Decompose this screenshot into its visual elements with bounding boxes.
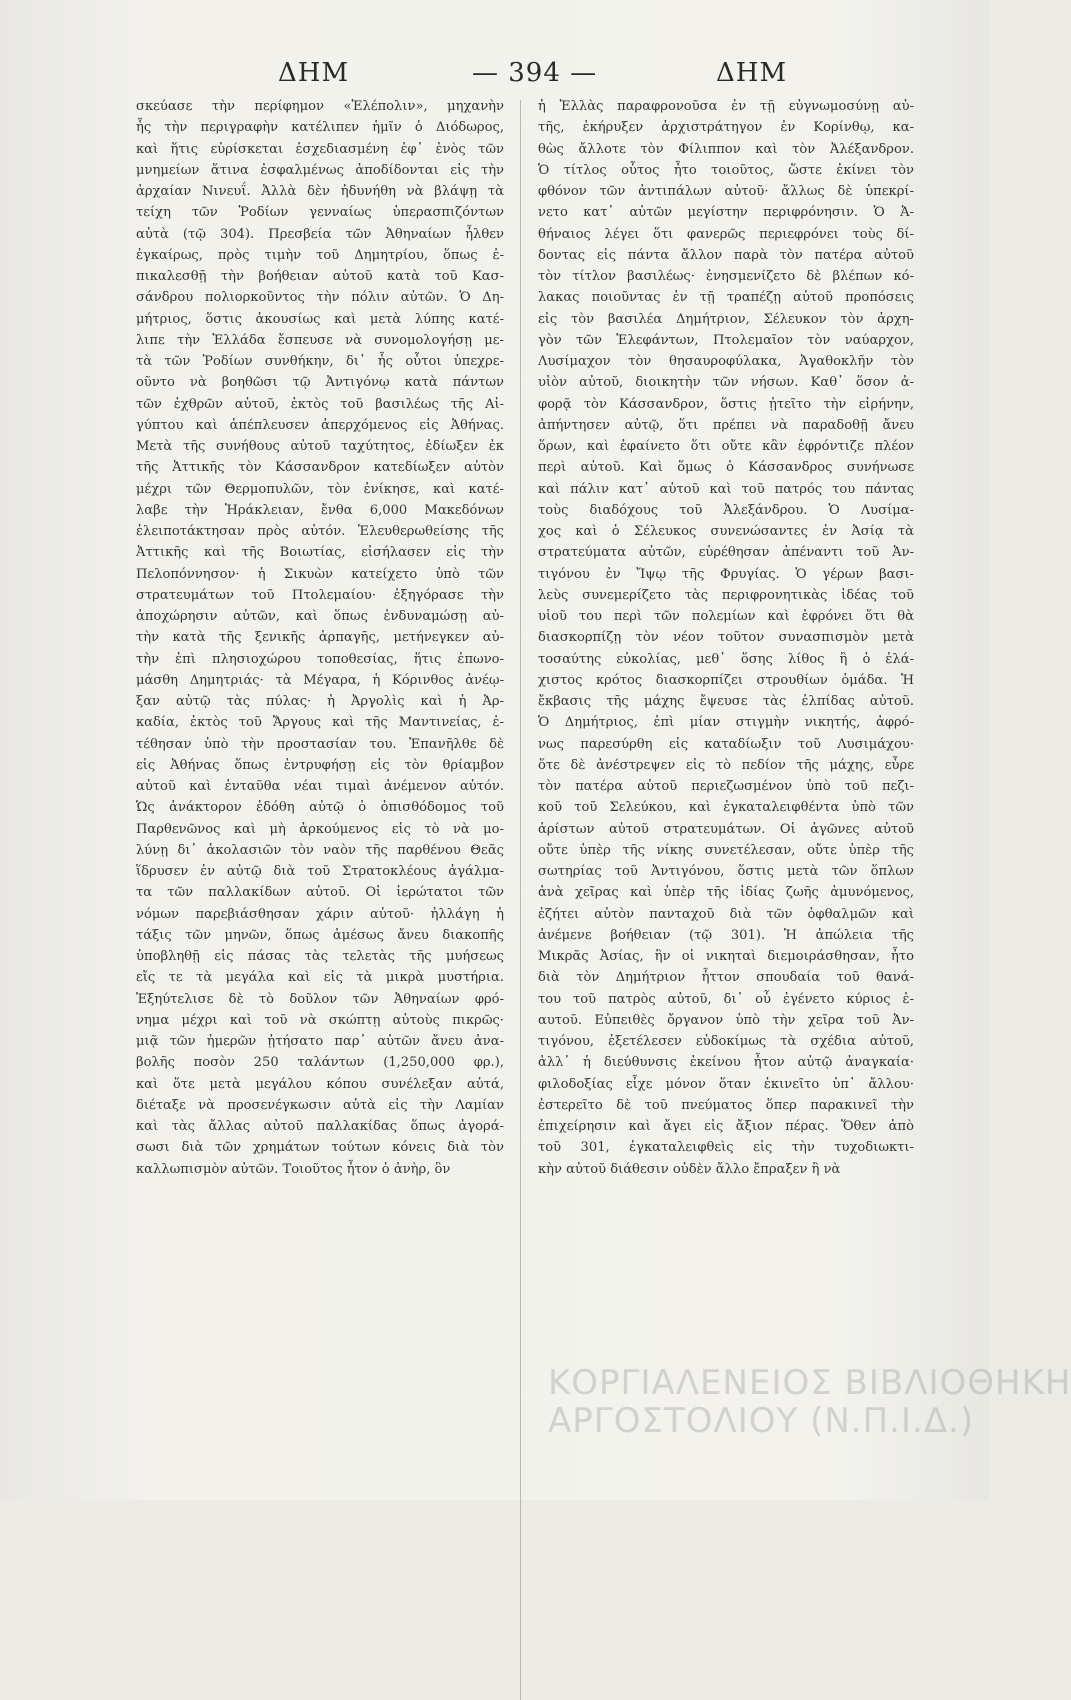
text-line: ἀνέμενε βοήθειαν (τῷ 301). Ἡ ἀπώλεια τῆς <box>538 927 914 943</box>
text-line: σωσι διὰ τῶν χρημάτων τούτων κόνεις διὰ τὸν <box>136 1140 504 1156</box>
text-line: νως παρεσύρθη εἰς καταδίωξιν τοῦ Λυσιμάχου· <box>538 736 914 752</box>
text-line: τῆς Ἀττικῆς τὸν Κάσσανδρον κατεδίωξεν αὐτὸν <box>136 460 504 476</box>
text-line: λιπε τὴν Ἑλλάδα ἔσπευσε νὰ συνομολογήσῃ με- <box>136 332 504 348</box>
text-line: πικαλεσθῇ τὴν βοήθειαν αὐτοῦ κατὰ τοῦ Κασ- <box>136 269 504 284</box>
text-line: καὶ ἥτις εὑρίσκεται ἐσχεδιασμένη ἐφ᾽ ἑνὸς τῶν <box>136 141 504 157</box>
text-line: ἐζήτει αὐτὸν πανταχοῦ διὰ τῶν ὀφθαλμῶν καὶ <box>538 906 914 922</box>
text-line: του τοῦ πατρὸς αὐτοῦ, δι᾽ οὗ ἐγένετο κύριος ἑ- <box>538 991 914 1007</box>
running-head-left: ΔΗΜ <box>278 58 350 88</box>
text-line: τοῦ 301, ἐγκαταλειφθεὶς εἰς τὴν τυχοδιωκτι- <box>538 1140 914 1156</box>
text-line: ἧς τὴν περιγραφὴν κατέλιπεν ἡμῖν ὁ Διόδωρος, <box>136 120 504 136</box>
text-line: περὶ αὐτοῦ. Καὶ ὅμως ὁ Κάσσανδρος συνήνωσε <box>538 460 914 476</box>
text-line: καὶ πάλιν κατ᾽ αὐτοῦ καὶ τοῦ πατρός του πάντας <box>538 481 914 497</box>
text-line: καλλωπισμὸν αὐτῶν. Τοιοῦτος ἦτον ὁ ἀνὴρ, ὃν <box>136 1161 451 1177</box>
text-line: τιγόνου, ἐξετέλεσεν εὐδοκίμως τὰ σχέδια αὐτοῦ, <box>538 1034 914 1049</box>
text-line: ξαν αὐτῷ τὰς πύλας· ἡ Ἀργολὶς καὶ ἡ Ἀρ- <box>136 694 504 709</box>
text-line: τὴν κατὰ τῆς ξενικῆς ἁρπαγῆς, μετήνεγκεν αὐ- <box>136 630 504 646</box>
text-line: εἰς Ἀθήνας ὅπως ἐντρυφήσῃ εἰς τὸν θρίαμβον <box>136 757 504 773</box>
text-line: Παρθενῶνος καὶ μὴ ἀρκούμενος εἰς τὸ νὰ μο- <box>136 821 504 837</box>
text-line: τιγόνου ἐν Ἴψῳ τῆς Φρυγίας. Ὁ γέρων βασι- <box>538 566 914 582</box>
page-header <box>130 58 930 98</box>
page-number: — 394 — <box>472 58 598 88</box>
text-line: διασκορπίζῃ τὸν νέον τοῦτον συνασπισμὸν μετὰ <box>538 630 914 646</box>
text-line: μάσθη Δημητριάς· τὰ Μέγαρα, ἡ Κόρινθος ἀνέῳ- <box>136 672 504 688</box>
text-line: τοὺς διαδόχους τοῦ Ἀλεξάνδρου. Ὁ Λυσίμα- <box>538 502 914 518</box>
text-line: εἴς τε τὰ μεγάλα καὶ εἰς τὰ μικρὰ μυστήρια. <box>136 970 504 986</box>
text-line: νόμων παρεβιάσθησαν χάριν αὐτοῦ· ἠλλάγη ἡ <box>136 906 504 922</box>
text-line: λεὺς συνεμερίζετο τὰς περιφρονητικὰς ἰδέας τοῦ <box>538 587 914 603</box>
text-line: θὼς ἄλλοτε τὸν Φίλιππον καὶ τὸν Ἀλέξανδρον. <box>538 141 914 157</box>
column-divider <box>520 100 521 1700</box>
watermark-line-2: ΑΡΓΟΣΤΟΛΙΟΥ (Ν.Π.Ι.Δ.) <box>548 1401 975 1441</box>
text-line: σάνδρου πολιορκοῦντος τὴν πόλιν αὐτῶν. Ὁ Δη- <box>136 290 504 306</box>
text-line: ἐστερεῖτο δὲ τοῦ πνεύματος ὅπερ παρακινεῖ τὴν <box>538 1097 914 1113</box>
text-line: λύνῃ δι᾽ ἀκολασιῶν τὸν ναὸν τῆς παρθένου Θεᾶς <box>136 842 504 858</box>
text-line: τέθησαν ὑπὸ τὴν προστασίαν του. Ἐπανῆλθε δὲ <box>136 736 504 752</box>
text-line: ἀλλ᾽ ἡ διεύθυνσις ἐκείνου ἦτον αὐτῷ ἀναγκαία· <box>538 1055 914 1071</box>
text-line: υἱοῦ του περὶ τῶν πολεμίων καὶ ἐφρόνει ὅτι θὰ <box>538 609 914 624</box>
text-line: βολῆς ποσὸν 250 ταλάντων (1,250,000 φρ.), <box>136 1055 504 1071</box>
text-line: ἐγκαίρως, πρὸς τιμὴν τοῦ Δημητρίου, ὅπως ἐ- <box>136 247 504 263</box>
text-line: Μικρᾶς Ἀσίας, ἣν οἱ νικηταὶ διεμοιράσθησαν, ἦτο <box>538 949 914 964</box>
text-line: Ὁ τίτλος οὗτος ἦτο τοιοῦτος, ὥστε ἐκίνει τὸν <box>538 162 914 178</box>
text-line: φθόνον τῶν ἀντιπάλων αὐτοῦ· ἄλλως δὲ ὑπεκρί- <box>538 184 914 199</box>
text-line: τοσαύτης εὐκολίας, μεθ᾽ ὅσης λίθος ἢ ὁ ἐλά- <box>538 651 914 667</box>
text-line: Πελοπόννησον· ἡ Σικυὼν κατείχετο ὑπὸ τῶν <box>136 566 504 582</box>
text-line: μήτριος, ὅστις ἀκουσίως καὶ μετὰ λύπης κατέ- <box>136 311 504 327</box>
text-line: Ἀττικῆς καὶ τῆς Βοιωτίας, εἰσήλασεν εἰς τὴν <box>136 545 504 561</box>
text-line: ἡ Ἑλλὰς παραφρονοῦσα ἐν τῇ εὐγνωμοσύνῃ αὐ- <box>538 99 914 114</box>
text-line: Ὁ Δημήτριος, ἐπὶ μίαν στιγμὴν νικητής, ἀφρό- <box>538 715 914 731</box>
text-line: μιᾷ τῶν ἡμερῶν ᾐτήσατο παρ᾽ αὐτῶν ἄνευ ἀνα- <box>136 1034 504 1049</box>
left-column <box>136 96 504 1180</box>
text-line: Μετὰ τῆς συνήθους αὐτοῦ ταχύτητος, ἐδίωξεν ἐκ <box>136 439 504 454</box>
text-line: οὔτε ὑπὲρ τῆς νίκης συνετέλεσαν, οὔτε ὑπὲρ τῆς <box>538 842 914 858</box>
text-line: ὅρων, καὶ ἐφαίνετο ὅτι οὔτε κἂν ἐφρόντιζε πλέον <box>538 439 914 454</box>
text-line: ἀποχώρησιν αὐτῶν, καὶ ὅπως ἐνδυναμώσῃ αὐ- <box>136 609 504 624</box>
text-line: ἀπήντησεν αὐτῷ, ὅτι πρέπει νὰ παραδοθῇ ἄνευ <box>538 417 914 433</box>
text-line: μνημείων ἅτινα ἐσφαλμένως ἀποδίδονται εἰς τὴν <box>136 162 504 178</box>
text-line: ὅτε δὲ ἀνέστρεψεν εἰς τὸ πεδίον τῆς μάχης, εὗρε <box>538 757 914 773</box>
text-line: χος καὶ ὁ Σέλευκος συνενώσαντες ἐν Ἀσίᾳ τὰ <box>538 524 914 539</box>
text-line: τὴν ἐπὶ πλησιοχώρου τοποθεσίας, ἥτις ἐπωνο- <box>136 651 504 667</box>
text-line: τείχη τῶν Ῥοδίων γενναίως ὑπερασπιζόντων <box>136 205 504 221</box>
watermark-line-1: ΚΟΡΓΙΑΛΕΝΕΙΟΣ ΒΙΒΛΙΟΘΗΚΗ <box>548 1363 1071 1403</box>
text-line: Ἐξηύτελισε δὲ τὸ δοῦλον τῶν Ἀθηναίων φρό- <box>136 991 504 1007</box>
text-line: σκεύασε τὴν περίφημον «Ἑλέπολιν», μηχανὴν <box>136 99 504 114</box>
text-line: αυτοῦ. Εὐπειθὲς ὄργανον ὑπὸ τὴν χεῖρα τοῦ Ἀν- <box>538 1012 914 1028</box>
text-line: χιστος κρότος διασκορπίζει στρουθίων ὁμάδα. Ἡ <box>538 672 914 688</box>
text-line: μέχρι τῶν Θερμοπυλῶν, τὸν ἐνίκησε, καὶ κατέ- <box>136 481 504 497</box>
text-line: τάξις τῶν μηνῶν, ὅπως ἀμέσως ἄνευ διακοπῆς <box>136 927 504 943</box>
right-column <box>538 96 914 1180</box>
text-line: ἐλειποτάκτησαν πρὸς αὐτόν. Ἐλευθερωθείσης τῆς <box>136 524 504 539</box>
text-line: σωτηρίας τοῦ Ἀντιγόνου, ὅστις μετὰ τῶν ὅπλων <box>538 864 914 879</box>
text-line: δοντας εἰς πάντα ἄλλον παρὰ τὸν πατέρα αὐτοῦ <box>538 247 914 263</box>
text-line: τὸν πατέρα αὐτοῦ περιεζωσμένον ὑπὸ τοῦ πεζι- <box>538 779 914 794</box>
text-line: οῦντο νὰ βοηθῶσι τῷ Ἀντιγόνῳ κατὰ πάντων <box>136 375 504 391</box>
library-watermark <box>548 1363 1071 1441</box>
text-line: στρατευμάτων τοῦ Πτολεμαίου· ἐξηγόρασε τὴν <box>136 587 504 603</box>
text-line: ἀνὰ χεῖρας καὶ ὑπὲρ τῆς ἰδίας ζωῆς ἀμυνόμενος, <box>538 885 914 901</box>
text-line: διέταξε νὰ προσενέγκωσιν αὐτὰ εἰς τὴν Λαμίαν <box>136 1097 504 1113</box>
text-line: νημα μέχρι καὶ τοῦ νὰ σκώπτῃ αὐτοὺς πικρῶς· <box>136 1012 504 1028</box>
running-head-right: ΔΗΜ <box>716 58 788 88</box>
text-line: φιλοδοξίας εἶχε μόνον ὅταν ἐκινεῖτο ὑπ᾽ ἄλλου· <box>538 1076 914 1092</box>
text-line: εἰς τὸν βασιλέα Δημήτριον, Σέλευκον τὸν ἀρχη- <box>538 311 914 327</box>
text-line: αὐτὰ (τῷ 304). Πρεσβεία τῶν Ἀθηναίων ἦλθεν <box>136 226 504 242</box>
text-line: κὴν αὐτοῦ διάθεσιν οὐδὲν ἄλλο ἔπραξεν ἢ νὰ <box>538 1161 841 1177</box>
text-line: τὸν τίτλον βασιλέως· ἐνησμενίζετο δὲ βλέπων κό- <box>538 269 914 284</box>
text-line: ἀρίστων αὐτοῦ στρατευμάτων. Οἱ ἀγῶνες αὐτοῦ <box>538 821 914 837</box>
text-line: στρατεύματα αὐτῶν, εὑρέθησαν ἀπέναντι τοῦ Ἀν- <box>538 545 914 561</box>
text-line: γὸν τῶν Ἐλεφάντων, Πτολεμαῖον τὸν ναύαρχον, <box>538 332 914 348</box>
text-line: ἐπιχείρησιν καὶ ἄγει εἰς ἄξιον πέρας. Ὅθεν ἀπὸ <box>538 1119 914 1134</box>
text-line: τῆς, ἐκήρυξεν ἀρχιστράτηγον ἐν Κορίνθῳ, κα- <box>538 120 914 136</box>
text-line: Λυσίμαχον τὸν θησαυροφύλακα, Ἀγαθοκλῆν τὸν <box>538 354 914 369</box>
text-line: λακας ποιοῦντας ἐν τῇ τραπέζῃ αὐτοῦ προπόσεις <box>538 290 914 306</box>
text-line: φορᾷ τὸν Κάσσανδρον, ὅστις ᾐτεῖτο τὴν εἰρήνην, <box>538 396 914 412</box>
text-line: ἀρχαίαν Νινευΐ. Ἀλλὰ δὲν ἠδυνήθη νὰ βλάψῃ τὰ <box>136 184 504 199</box>
text-line: καὶ τὰς ἄλλας αὐτοῦ παλλακίδας ὅπως ἀγορά- <box>136 1119 504 1134</box>
text-line: ἔκβασις τῆς μάχης ἔψευσε τὰς ἐλπίδας αὐτοῦ. <box>538 694 914 709</box>
text-line: υἱὸν αὐτοῦ, διοικητὴν τῶν νήσων. Καθ᾽ ὅσον ἀ- <box>538 375 914 391</box>
text-line: Ὡς ἀνάκτορον ἐδόθη αὐτῷ ὁ ὀπισθόδομος τοῦ <box>136 800 504 816</box>
text-line: καδία, ἐκτὸς τοῦ Ἄργους καὶ τῆς Μαντινείας, ἐ- <box>136 715 504 731</box>
text-line: ἵδρυσεν ἐν αὐτῷ διὰ τοῦ Στρατοκλέους ἀγάλμα- <box>136 864 504 879</box>
text-line: τὰ τῶν Ῥοδίων συνθήκην, δι᾽ ἧς οὗτοι ὑπεχρε- <box>136 354 504 369</box>
text-line: καὶ ὅτε μετὰ μεγάλου κόπου συνέλεξαν αὐτά, <box>136 1076 504 1092</box>
text-line: θήναιος λέγει ὅτι φανερῶς περιεφρόνει τοὺς δί- <box>538 226 914 242</box>
text-line: λαβε τὴν Ἡράκλειαν, ἔνθα 6,000 Μακεδόνων <box>136 502 504 518</box>
text-line: τα τῶν παλλακίδων αὐτοῦ. Οἱ ἱερώτατοι τῶν <box>136 885 504 901</box>
text-line: διὰ τὸν Δημήτριον ἧττον σπουδαία τοῦ θανά- <box>538 970 914 986</box>
text-line: νετο κατ᾽ αὐτῶν μεγίστην περιφρόνησιν. Ὁ Ἀ- <box>538 205 914 221</box>
text-line: τῶν ἐχθρῶν αὐτοῦ, ἐκτὸς τοῦ βασιλέως τῆς Αἰ- <box>136 396 504 412</box>
text-line: αὐτοῦ καὶ ἐνταῦθα νέαι τιμαὶ ἀνέμενον αὐτόν. <box>136 779 504 794</box>
text-line: ὑποβληθῇ εἰς πάσας τὰς τελετὰς τῆς μυήσεως <box>136 949 504 964</box>
text-line: κοῦ τοῦ Σελεύκου, καὶ ἐγκαταλειφθέντα ὑπὸ τῶν <box>538 800 914 816</box>
text-line: γύπτου καὶ ἀπέπλευσεν ἀπερχόμενος εἰς Ἀθήνας. <box>136 417 504 433</box>
